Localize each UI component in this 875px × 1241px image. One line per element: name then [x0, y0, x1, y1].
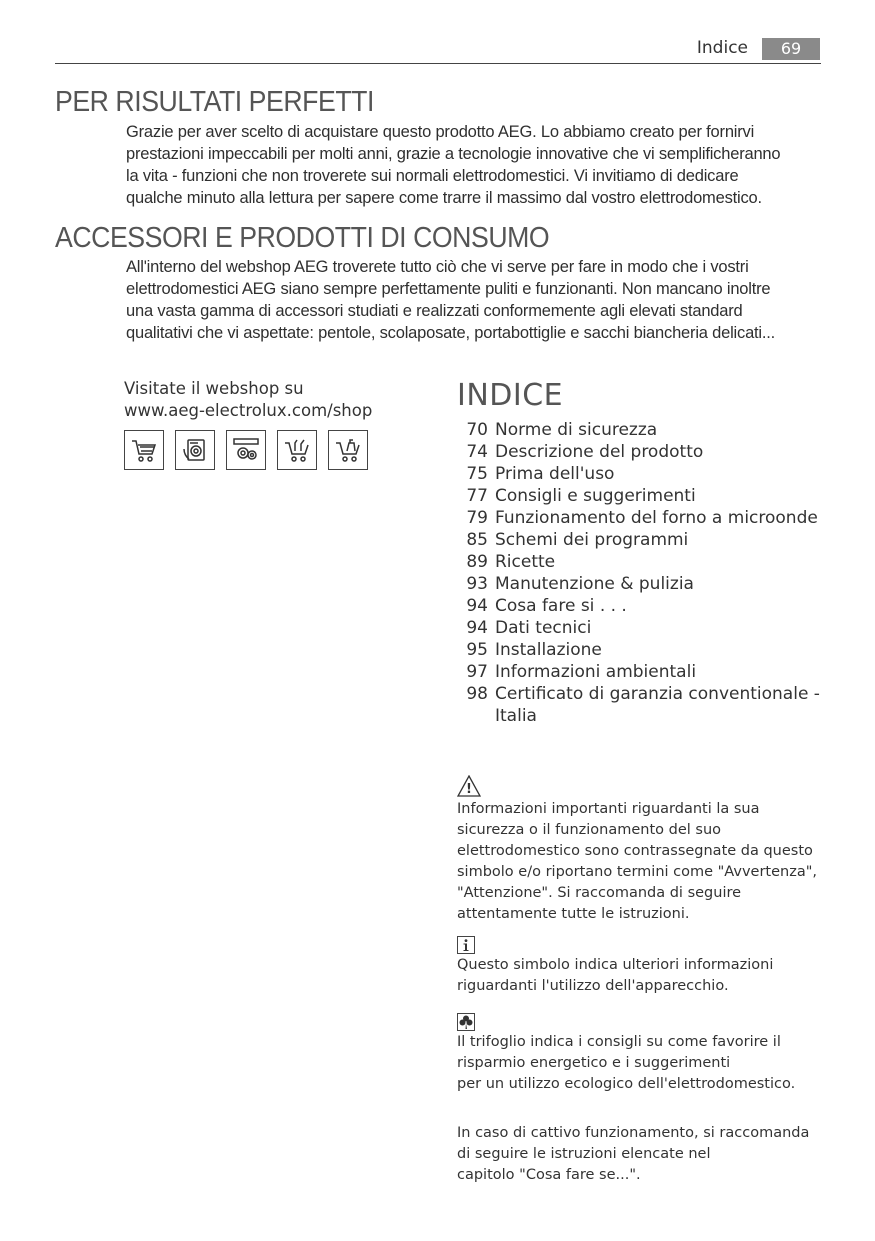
washing-machine-icon: [175, 430, 215, 470]
toc-label: Installazione: [495, 640, 602, 660]
toc-label: Funzionamento del forno a microonde: [495, 508, 818, 528]
note-line: simbolo e/o riportano termini come "Avvertenza",: [457, 864, 817, 880]
oven-settings-icon: [226, 430, 266, 470]
toc-item[interactable]: [457, 683, 827, 705]
toc-item[interactable]: [457, 463, 827, 485]
webshop-text: [124, 378, 424, 422]
toc-item[interactable]: [457, 595, 827, 617]
toc-label: Informazioni ambientali: [495, 662, 697, 682]
text-line: la vita - funzioni che non troverete sui normali elettrodomestici. Vi invitiamo di dedicare: [126, 167, 739, 185]
section-body-risultati: [126, 121, 826, 209]
clover-icon: [457, 1013, 475, 1031]
header-rule: [55, 63, 821, 64]
note-line: risparmio energetico e i suggerimenti: [457, 1055, 731, 1071]
toc-item[interactable]: [457, 705, 827, 727]
toc-title: INDICE: [457, 378, 564, 413]
shop-icon-row: [124, 430, 368, 470]
table-of-contents: [457, 419, 827, 727]
section-title-accessori: ACCESSORI E PRODOTTI DI CONSUMO: [55, 222, 550, 254]
section-body-accessori: [126, 256, 826, 344]
toc-label: Norme di sicurezza: [495, 420, 658, 440]
note-line: capitolo "Cosa fare se...".: [457, 1167, 641, 1183]
note-line: riguardanti l'utilizzo dell'apparecchio.: [457, 978, 729, 994]
toc-page: 89: [466, 552, 488, 572]
toc-item[interactable]: [457, 661, 827, 683]
toc-page: 95: [466, 640, 488, 660]
toc-item[interactable]: [457, 507, 827, 529]
svg-text:!: !: [466, 782, 472, 797]
toc-page: 85: [466, 530, 488, 550]
bottles-cart-icon: [277, 430, 317, 470]
text-line: Grazie per aver scelto di acquistare questo prodotto AEG. Lo abbiamo creato per fornirvi: [126, 123, 755, 141]
toc-label: Dati tecnici: [495, 618, 592, 638]
toc-item[interactable]: [457, 441, 827, 463]
toc-label: Descrizione del prodotto: [495, 442, 704, 462]
toc-page: [457, 705, 488, 727]
note-line: attentamente tutte le istruzioni.: [457, 906, 690, 922]
detergent-cart-icon: [328, 430, 368, 470]
section-title-risultati: PER RISULTATI PERFETTI: [55, 86, 374, 118]
toc-item[interactable]: [457, 617, 827, 639]
text-line: All'interno del webshop AEG troverete tutto ciò che vi serve per fare in modo che i vostri: [126, 258, 749, 276]
toc-page: 74: [466, 442, 488, 462]
toc-item[interactable]: [457, 485, 827, 507]
toc-page: 93: [466, 574, 488, 594]
toc-page: 70: [466, 420, 488, 440]
toc-page: 94: [466, 596, 488, 616]
malfunction-note: [457, 1123, 827, 1186]
toc-item[interactable]: [457, 551, 827, 573]
eco-note: [457, 1013, 827, 1095]
note-line: Il trifoglio indica i consigli su come favorire il: [457, 1034, 781, 1050]
text-line: qualitativi che vi aspettate: pentole, scolaposate, portabottiglie e sacchi biancheria delicati...: [126, 324, 776, 342]
toc-item[interactable]: [457, 529, 827, 551]
toc-label: Cosa fare si . . .: [495, 596, 627, 616]
note-line: elettrodomestico sono contrassegnate da questo: [457, 843, 813, 859]
toc-label: Manutenzione & pulizia: [495, 574, 694, 594]
text-line: una vasta gamma di accessori studiati e realizzati conformemente agli elevati standard: [126, 302, 743, 320]
toc-item[interactable]: [457, 639, 827, 661]
toc-label: Schemi dei programmi: [495, 530, 689, 550]
warning-note: [457, 775, 827, 925]
page-number: 69: [762, 38, 820, 60]
webshop-url[interactable]: www.aeg-electrolux.com/shop: [124, 401, 373, 420]
toc-page: 75: [466, 464, 488, 484]
text-line: qualche minuto alla lettura per sapere come trarre il massimo dal vostro elettrodomestico.: [126, 189, 762, 207]
toc-label: Prima dell'uso: [495, 464, 615, 484]
info-icon: [457, 936, 475, 954]
note-line: In caso di cattivo funzionamento, si raccomanda: [457, 1125, 810, 1141]
info-note: [457, 936, 827, 997]
note-line: sicurezza o il funzionamento del suo: [457, 822, 722, 838]
running-header-section: Indice: [696, 38, 748, 58]
note-line: Questo simbolo indica ulteriori informazioni: [457, 957, 774, 973]
toc-item[interactable]: [457, 419, 827, 441]
toc-page: 98: [466, 684, 488, 704]
toc-label: Certificato di garanzia conventionale -: [495, 684, 820, 704]
cart-icon: [124, 430, 164, 470]
toc-label: Consigli e suggerimenti: [495, 486, 696, 506]
toc-page: 79: [466, 508, 488, 528]
toc-label: Italia: [495, 706, 537, 726]
text-line: prestazioni impeccabili per molti anni, grazie a tecnologie innovative che vi semplificheranno: [126, 145, 781, 163]
warning-icon: [457, 775, 827, 799]
toc-page: 77: [466, 486, 488, 506]
note-line: Informazioni importanti riguardanti la sua: [457, 801, 760, 817]
toc-label: Ricette: [495, 552, 556, 572]
note-line: "Attenzione". Si raccomanda di seguire: [457, 885, 742, 901]
toc-page: 97: [466, 662, 488, 682]
toc-item[interactable]: [457, 573, 827, 595]
note-line: per un utilizzo ecologico dell'elettrodomestico.: [457, 1076, 796, 1092]
note-line: di seguire le istruzioni elencate nel: [457, 1146, 711, 1162]
text-line: elettrodomestici AEG siano sempre perfettamente puliti e funzionanti. Non mancano inoltre: [126, 280, 771, 298]
webshop-line: Visitate il webshop su: [124, 379, 304, 398]
toc-page: 94: [466, 618, 488, 638]
